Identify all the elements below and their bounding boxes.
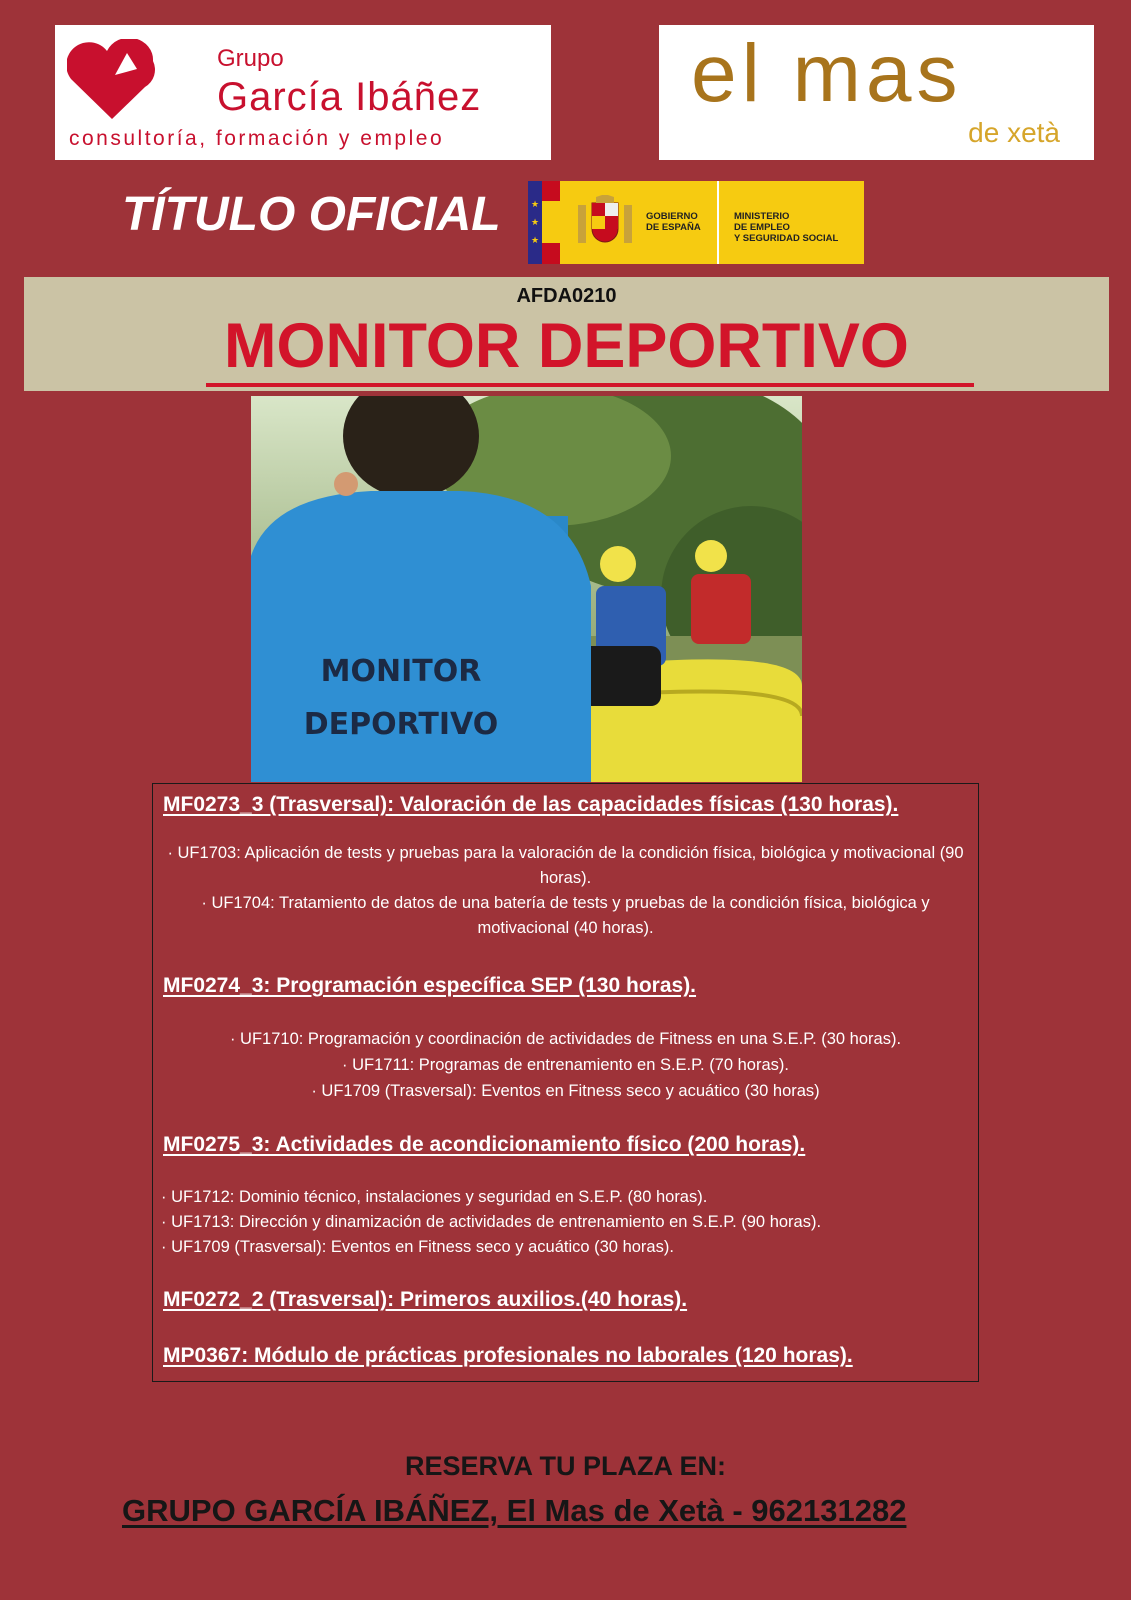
gobierno-logo: [528, 181, 864, 264]
logo-el-mas-text: el mas: [691, 28, 963, 119]
course-title: MONITOR DEPORTIVO: [224, 311, 909, 381]
unit-uf1713: · UF1713: Dirección y dinamización de actividades de entrenamiento en S.E.P. (90 horas).: [161, 1213, 822, 1231]
unit-uf1709: · UF1709 (Trasversal): Eventos en Fitness seco y acuático (30 horas): [311, 1082, 820, 1100]
reserva-heading: RESERVA TU PLAZA EN:: [404, 1451, 727, 1481]
modules-box: [152, 783, 979, 1382]
module-heading-mf0272: MF0272_2 (Trasversal): Primeros auxilios.(40 horas).: [163, 1288, 688, 1311]
module-heading-mf0274: MF0274_3: Programación específica SEP (130 horas).: [163, 974, 697, 997]
coat-of-arms-icon: [576, 195, 634, 251]
unit-uf1703: · UF1703: Aplicación de tests y pruebas para la valoración de la condición física, biológica y motivacional (90 horas).: [167, 844, 964, 887]
svg-text:★: ★: [530, 217, 540, 227]
logo-grupo-text: Grupo: [217, 45, 284, 72]
shirt-text-line1: MONITOR: [320, 654, 482, 689]
rafting-photo: [251, 396, 802, 782]
logo-name-text: García Ibáñez: [217, 75, 482, 119]
shirt-text-line2: DEPORTIVO: [303, 707, 499, 742]
unit-uf1710: · UF1710: Programación y coordinación de actividades de Fitness en una S.E.P. (30 horas).: [229, 1030, 902, 1048]
unit-uf1704: · UF1704: Tratamiento de datos de una batería de tests y pruebas de la condición física, biológica y motivacional (40 horas).: [201, 894, 930, 937]
svg-text:★: ★: [530, 199, 540, 209]
course-code: AFDA0210: [516, 285, 617, 307]
title-underline: [206, 383, 974, 387]
titulo-oficial: TÍTULO OFICIAL: [122, 188, 501, 241]
unit-uf1712: · UF1712: Dominio técnico, instalaciones y seguridad en S.E.P. (80 horas).: [161, 1188, 708, 1206]
el-mas-de-xeta-logo: [659, 25, 1094, 160]
module-heading-mf0275: MF0275_3: Actividades de acondicionamiento físico (200 horas).: [163, 1133, 806, 1156]
heart-logo-icon: [67, 39, 157, 123]
logo-tagline: consultoría, formación y empleo: [69, 127, 445, 150]
unit-uf1711: · UF1711: Programas de entrenamiento en S.E.P. (70 horas).: [342, 1056, 789, 1074]
ministerio-text: MINISTERIO DE EMPLEO Y SEGURIDAD SOCIAL: [734, 211, 839, 244]
module-heading-mf0273: MF0273_3 (Trasversal): Valoración de las capacidades físicas (130 horas).: [163, 793, 899, 816]
gobierno-text: GOBIERNO DE ESPAÑA: [646, 211, 701, 233]
svg-text:★: ★: [530, 235, 540, 245]
module-heading-mp0367: MP0367: Módulo de prácticas profesionales no laborales (120 horas).: [163, 1344, 853, 1367]
contact-line: GRUPO GARCÍA IBÁÑEZ, El Mas de Xetà - 962131282: [122, 1493, 907, 1528]
unit-uf1709-b: · UF1709 (Trasversal): Eventos en Fitness seco y acuático (30 horas).: [161, 1238, 674, 1256]
garcia-ibanez-logo: [55, 25, 551, 160]
title-band: [24, 277, 1109, 391]
eu-flag-icon: [528, 181, 542, 264]
logo-de-xeta-text: de xetà: [968, 117, 1060, 148]
